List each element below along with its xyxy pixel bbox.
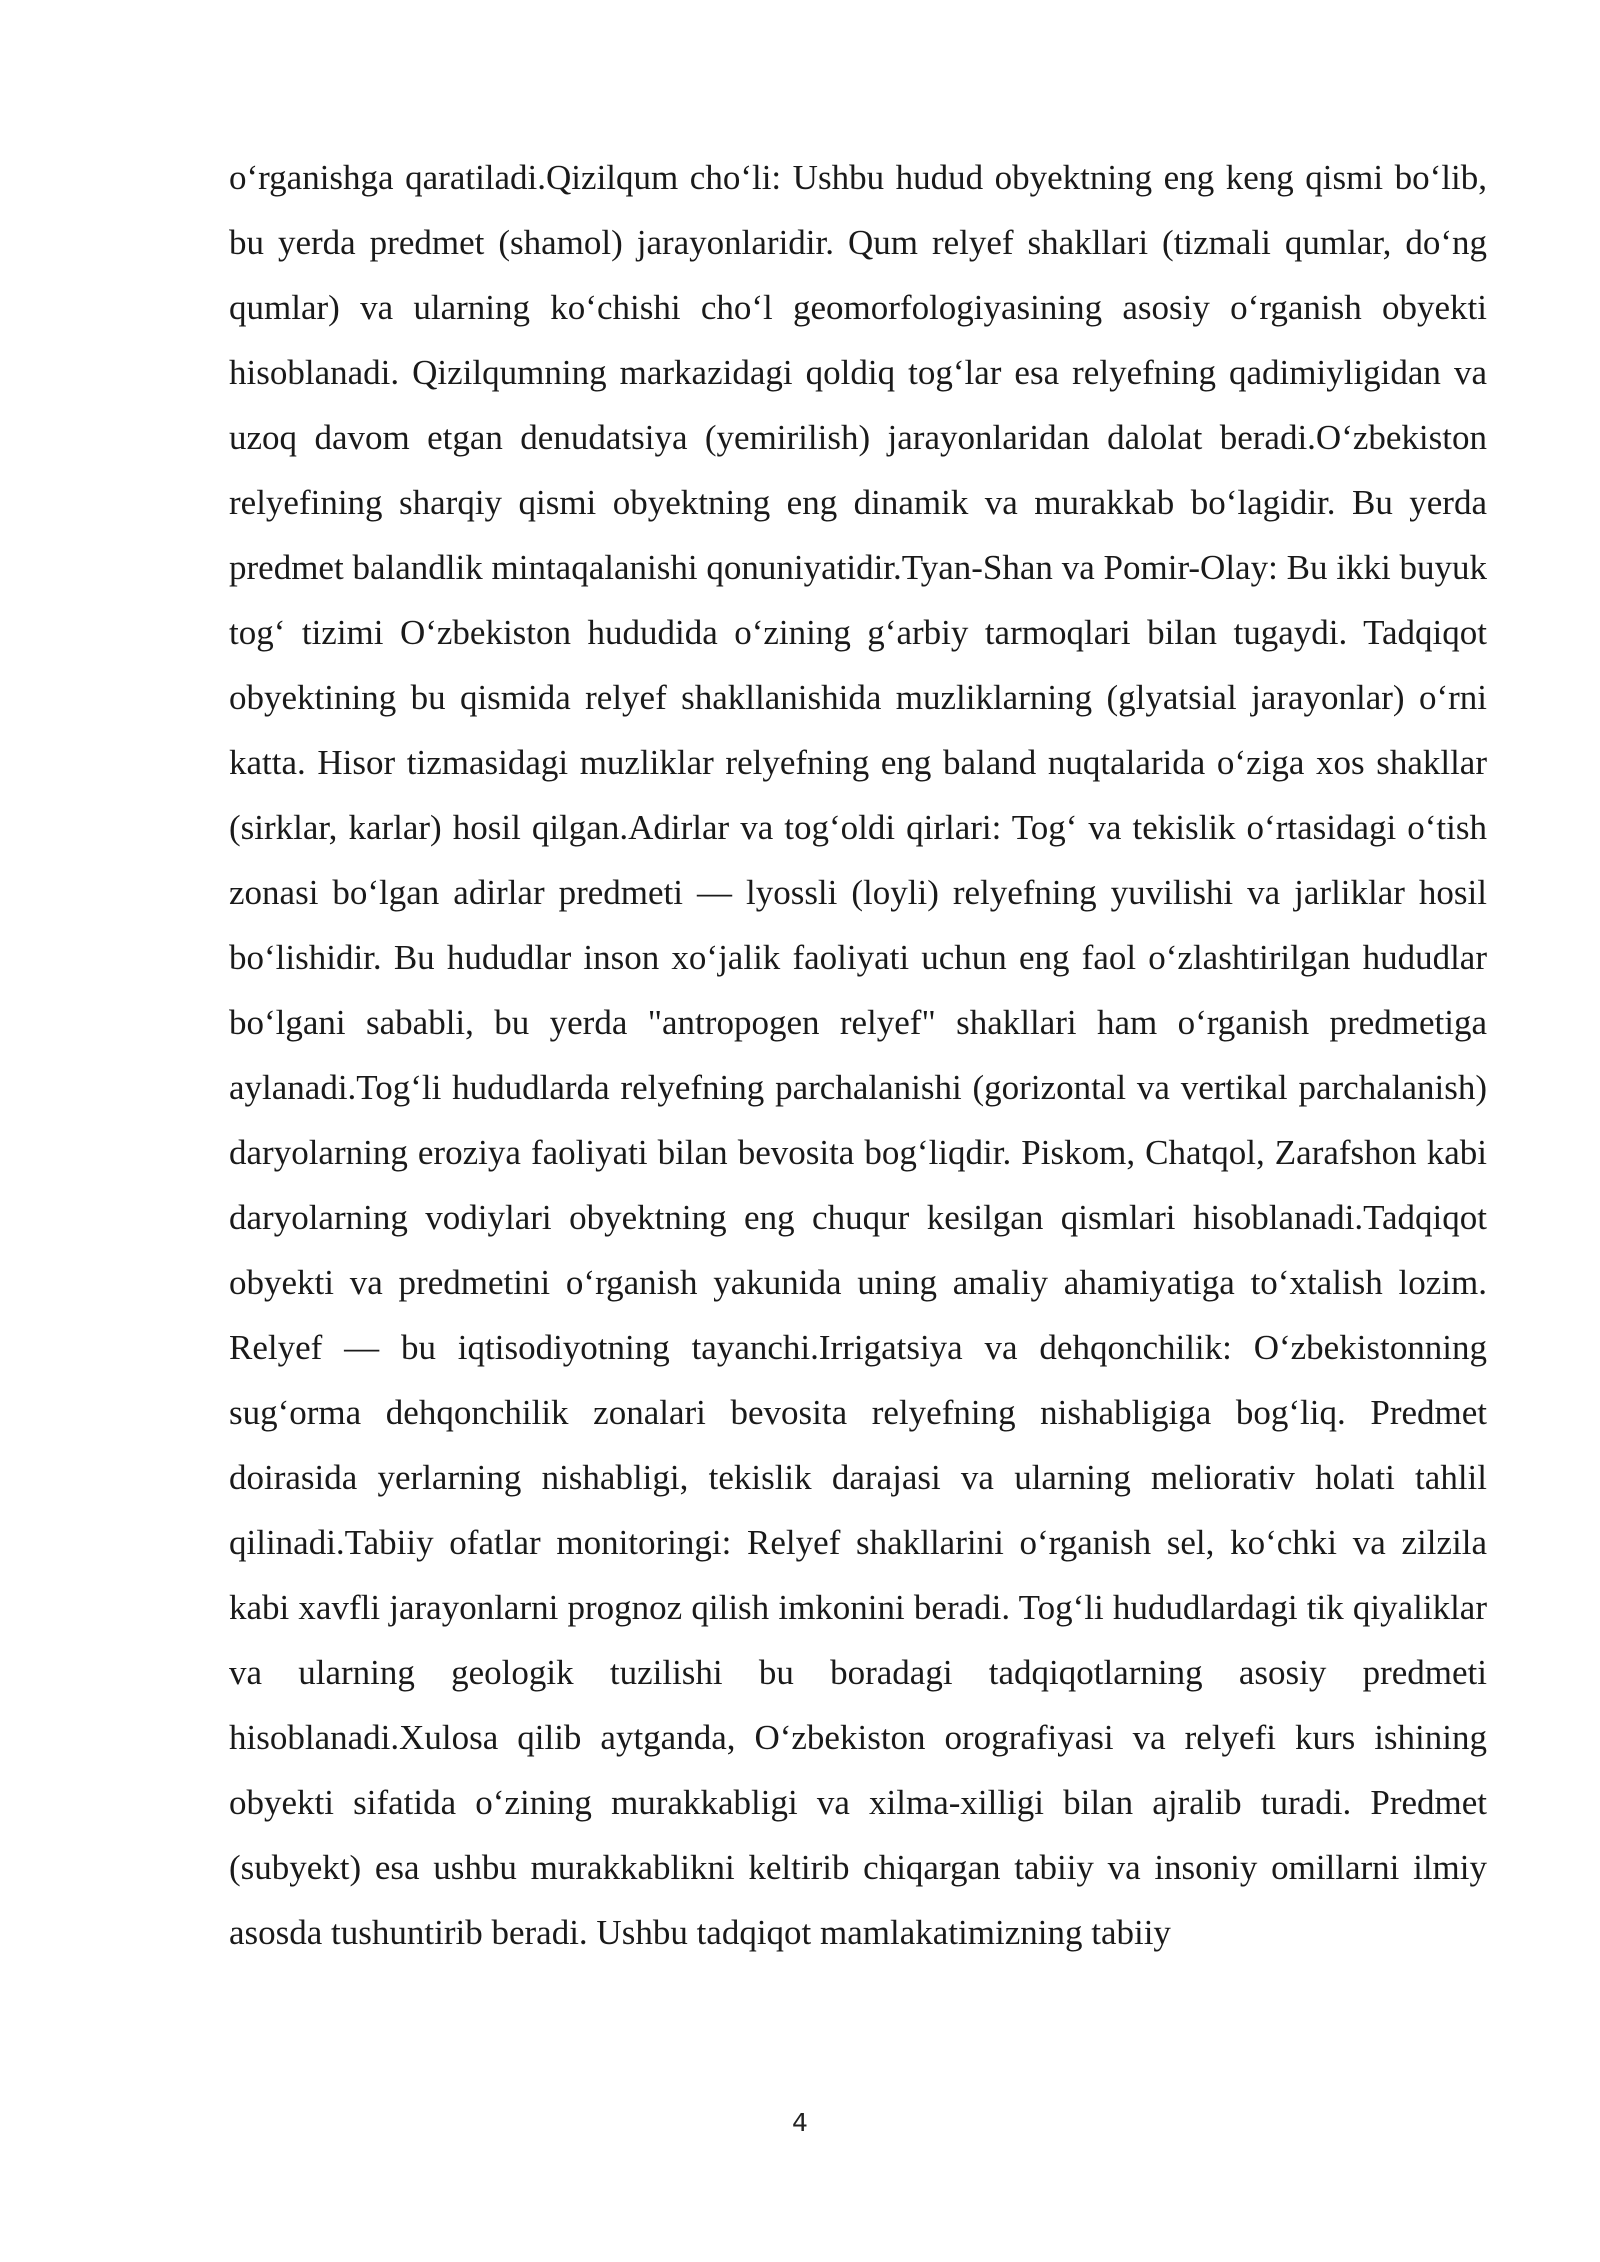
- body-paragraph: o‘rganishga qaratiladi.Qizilqum cho‘li: Ushbu hudud obyektning eng keng qismi bo‘lib, bu yerda predmet (shamol) jarayonlaridir. Qum relyef shakllari (tizmali qumlar, do‘ng qumlar) va ularning ko‘chishi cho‘l geomorfologiyasining asosiy o‘rganish obyekti hisoblanadi. Qizilqumning markazidagi qoldiq tog‘lar esa relyefning qadimiyligidan va uzoq davom etgan denudatsiya (yemirilish) jarayonlaridan dalolat beradi.O‘zbekiston relyefining sharqiy qismi obyektning eng dinamik va murakkab bo‘lagidir. Bu yerda predmet balandlik mintaqalanishi qonuniyatidir.Tyan-Shan va Pomir-Olay: Bu ikki buyuk tog‘ tizimi O‘zbekiston hududida o‘zining g‘arbiy tarmoqlari bilan tugaydi. Tadqiqot obyektining bu qismida relyef shakllanishida muzliklarning (glyatsial jarayonlar) o‘rni katta. Hisor tizmasidagi muzliklar relyefning eng baland nuqtalarida o‘ziga xos shakllar (sirklar, karlar) hosil qilgan.Adirlar va tog‘oldi qirlari: Tog‘ va tekislik o‘rtasidagi o‘tish zonasi bo‘lgan adirlar predmeti — lyossli (loyli) relyefning yuvilishi va jarliklar hosil bo‘lishidir. Bu hududlar inson xo‘jalik faoliyati uchun eng faol o‘zlashtirilgan hududlar bo‘lgani sababli, bu yerda "antropogen relyef" shakllari ham o‘rganish predmetiga aylanadi.Tog‘li hududlarda relyefning parchalanishi (gorizontal va vertikal parchalanish) daryolarning eroziya faoliyati bilan bevosita bog‘liqdir. Piskom, Chatqol, Zarafshon kabi daryolarning vodiylari obyektning eng chuqur kesilgan qismlari hisoblanadi.Tadqiqot obyekti va predmetini o‘rganish yakunida uning amaliy ahamiyatiga to‘xtalish lozim. Relyef — bu iqtisodiyotning tayanchi.Irrigatsiya va dehqonchilik: O‘zbekistonning sug‘orma dehqonchilik zonalari bevosita relyefning nishabligiga bog‘liq. Predmet doirasida yerlarning nishabligi, tekislik darajasi va ularning meliorativ holati tahlil qilinadi.Tabiiy ofatlar monitoringi: Relyef shakllarini o‘rganish sel, ko‘chki va zilzila kabi xavfli jarayonlarni prognoz qilish imkonini beradi. Tog‘li hududlardagi tik qiyaliklar va ularning geologik tuzilishi bu boradagi tadqiqotlarning asosiy predmeti hisoblanadi.Xulosa qilib aytganda, O‘zbekiston orografiyasi va relyefi kurs ishining obyekti sifatida o‘zining murakkabligi va xilma-xilligi bilan ajralib turadi. Predmet (subyekt) esa ushbu murakkablikni keltirib chiqargan tabiiy va insoniy omillarni ilmiy asosda tushuntirib beradi. Ushbu tadqiqot mamlakatimizning tabiiy: [229, 158, 1487, 1952]
- page-number: 4: [792, 2108, 808, 2137]
